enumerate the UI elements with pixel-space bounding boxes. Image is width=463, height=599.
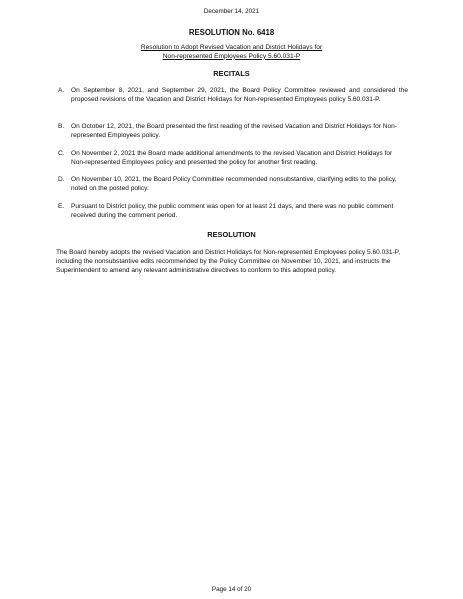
document-date: December 14, 2021 — [203, 8, 260, 15]
recital-letter: E. — [58, 203, 65, 210]
recitals-heading: RECITALS — [213, 69, 250, 78]
recital-letter: B. — [58, 123, 65, 130]
recital-letter: C. — [58, 150, 65, 157]
resolution-title: RESOLUTION No. 6418 — [188, 28, 275, 37]
recital-letter: A. — [58, 87, 65, 94]
recital-text: On November 2, 2021 the Board made additional amendments to the revised Vacation and District Holidays for Non-represented Employees policy and presented the policy for another first reading. — [71, 150, 393, 166]
resolution-subtitle — [0, 44, 463, 61]
recital-text: On November 10, 2021, the Board Policy Committee recommended nonsubstantive, clarifying edits to the policy, noted on the posted policy. — [71, 176, 397, 192]
recital-letter: D. — [58, 176, 65, 183]
recital-text: Pursuant to District policy, the public comment was open for at least 21 days, and there was no public comment received during the comment period. — [71, 203, 394, 219]
resolution-subtitle-line-1: Resolution to Adopt Revised Vacation and District Holidays for — [140, 44, 323, 51]
resolution-heading: RESOLUTION — [207, 230, 256, 239]
resolution-subtitle-line-2: Non-represented Employees Policy 5.60.031-P — [162, 52, 301, 60]
recital-text: On October 12, 2021, the Board presented the first reading of the revised Vacation and District Holidays for Non-represented Employees policy. — [71, 123, 397, 139]
recital-text: On September 8, 2021, and September 29, 2021, the Board Policy Committee reviewed and considered the proposed revisions of the Vacation and District Holidays for Non-represented Employees policy 5.60.031-P. — [71, 87, 408, 103]
resolution-body: The Board hereby adopts the revised Vacation and District Holidays for Non-represented Employees policy 5.60.031-P, including the nonsubstantive edits recommended by the Policy Committee on November 10, 2021, and instructs the Superintendent to amend any relevant administrative directives to conform to this adopted policy. — [56, 249, 401, 274]
page-number: Page 14 of 20 — [211, 586, 252, 593]
